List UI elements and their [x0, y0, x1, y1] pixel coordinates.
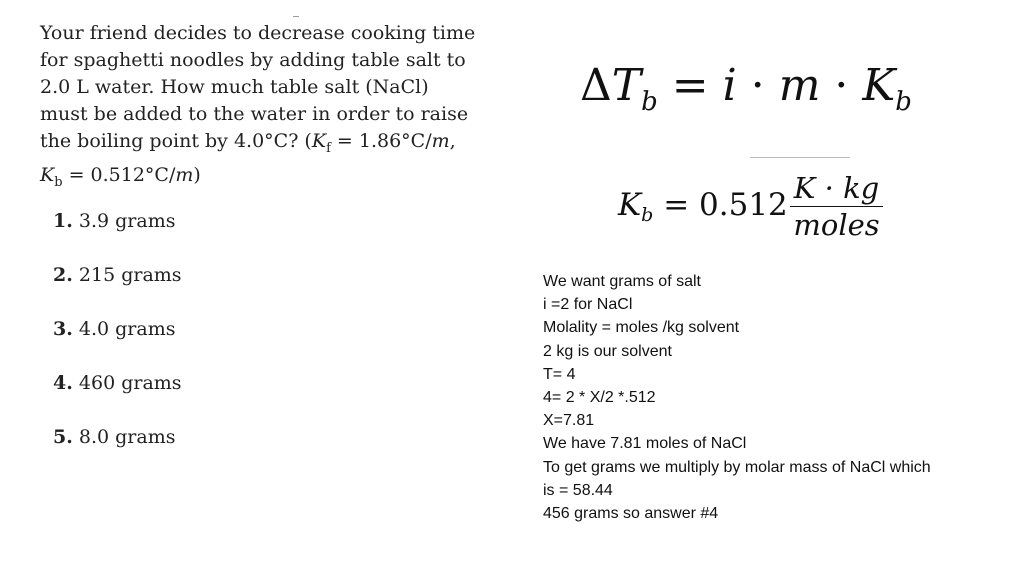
answer-option: [53, 208, 182, 262]
kb-constant-equation: [618, 166, 883, 246]
kb-value: = 0.512: [653, 186, 788, 223]
problem-line-constants-kb: [40, 162, 500, 196]
multiply-dot: ·: [820, 60, 863, 111]
multiply-dot: ·: [736, 60, 779, 111]
problem-line: must be added to the water in order to raise: [40, 103, 469, 125]
note-line: We have 7.81 moles of NaCl: [543, 435, 747, 453]
scan-artifact-mark: [750, 157, 850, 158]
note-line: 456 grams so answer #4: [543, 505, 719, 523]
kf-subscript: f: [326, 140, 331, 156]
option-number: 4.: [53, 372, 73, 394]
kf-value: = 1.86°C/: [330, 130, 432, 152]
scan-artifact-mark: [293, 16, 299, 17]
problem-line: 2.0 L water. How much table salt (NaCl): [40, 76, 429, 98]
option-text: 4.0 grams: [78, 318, 176, 340]
temperature-subscript: b: [641, 87, 658, 117]
answer-option: [53, 316, 182, 370]
note-line: T= 4: [543, 365, 576, 383]
kb-value: = 0.512°C/: [62, 163, 176, 186]
option-number: 5.: [53, 426, 73, 448]
constant-symbol: K: [618, 186, 642, 223]
note-line: 4= 2 * X/2 *.512: [543, 389, 656, 407]
problem-line: Your friend decides to decrease cooking time: [40, 22, 476, 44]
option-text: 460 grams: [78, 372, 182, 394]
kb-lhs: [618, 187, 788, 226]
unit-fraction: [790, 172, 883, 241]
note-line: Molality = moles /kg solvent: [543, 319, 740, 337]
boiling-point-elevation-equation: [580, 58, 912, 130]
vant-hoff-factor: i: [722, 60, 737, 111]
punctuation: ,: [449, 130, 456, 152]
note-line: i =2 for NaCl: [543, 296, 633, 314]
option-number: 1.: [53, 210, 73, 232]
answer-options: [53, 208, 182, 478]
molality-unit: m: [175, 163, 194, 186]
option-number: 2.: [53, 264, 73, 286]
solution-notes: [543, 270, 983, 525]
option-text: 3.9 grams: [78, 210, 176, 232]
kb-symbol: K: [40, 163, 55, 186]
answer-option: [53, 370, 182, 424]
answer-option: [53, 262, 182, 316]
note-line: 2 kg is our solvent: [543, 342, 672, 360]
molality-symbol: m: [778, 60, 821, 111]
fraction-denominator: moles: [793, 207, 880, 242]
constant-symbol: K: [862, 60, 896, 111]
problem-line-constants-kf: [40, 128, 500, 162]
fraction-numerator: K · kg: [790, 172, 883, 207]
molality-unit: m: [431, 130, 450, 152]
temperature-symbol: T: [611, 60, 642, 111]
note-line: We want grams of salt: [543, 273, 701, 290]
option-text: 215 grams: [78, 264, 182, 286]
problem-statement: [40, 20, 500, 196]
option-number: 3.: [53, 318, 73, 340]
note-line: To get grams we multiply by molar mass of NaCl which: [543, 458, 931, 476]
answer-option: [53, 424, 182, 478]
note-line: is = 58.44: [543, 481, 613, 499]
punctuation: ): [193, 163, 201, 186]
note-line: X=7.81: [543, 412, 595, 430]
option-text: 8.0 grams: [78, 426, 176, 448]
constant-subscript: b: [641, 203, 654, 226]
kf-symbol: K: [311, 130, 327, 152]
problem-text: the boiling point by 4.0°C? (: [40, 130, 312, 152]
equals-sign: =: [657, 60, 723, 111]
delta-symbol: Δ: [580, 60, 612, 111]
kb-subscript: b: [54, 174, 63, 190]
constant-subscript: b: [895, 87, 912, 117]
problem-line: for spaghetti noodles by adding table salt to: [40, 49, 466, 71]
